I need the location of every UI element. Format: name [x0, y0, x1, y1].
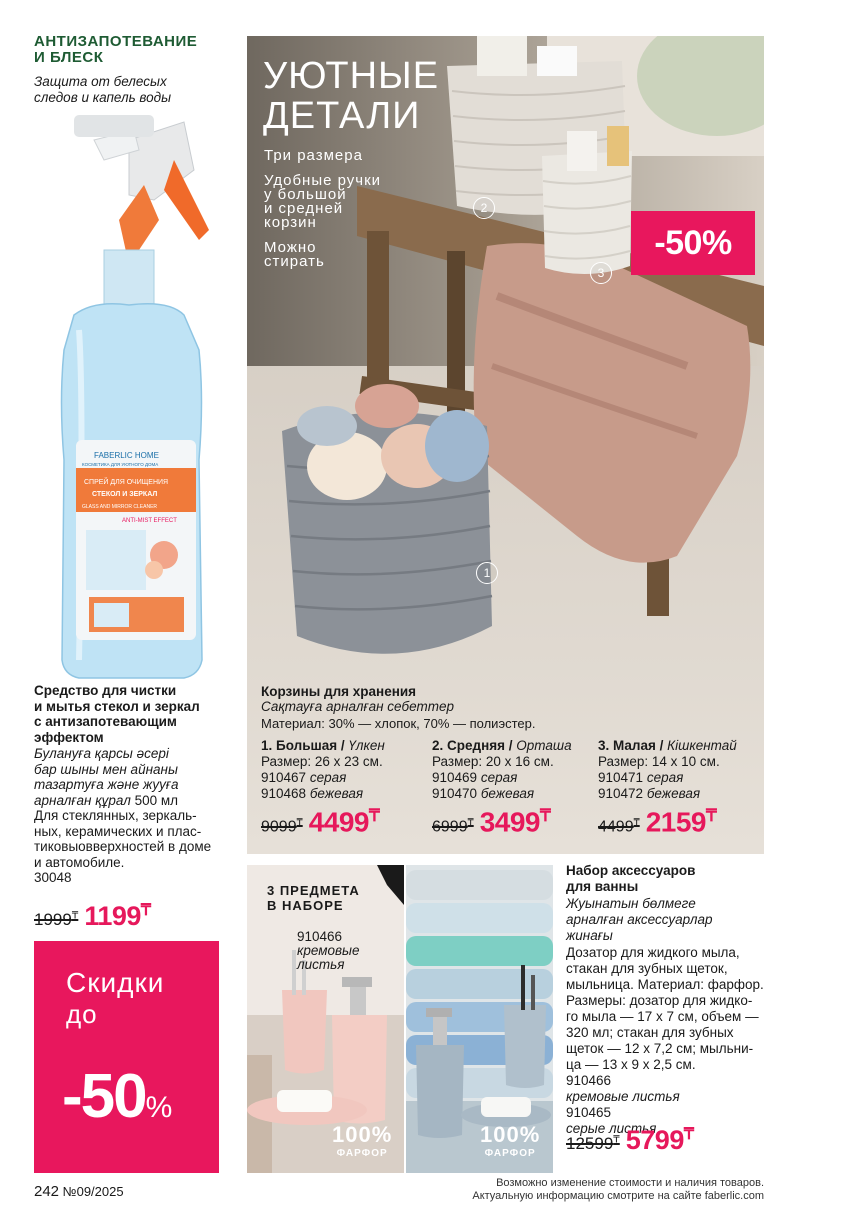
- bath-set-desc-line: го мыла — 17 x 7 см, объем —: [566, 1009, 759, 1024]
- baskets-material: Материал: 30% — хлопок, 70% — полиэстер.: [261, 716, 536, 731]
- size-price: [261, 806, 385, 838]
- basket-marker-3: 3: [590, 262, 612, 284]
- spray-kz-line: тазартуға және жууға: [34, 777, 179, 792]
- old-price: 6999₸: [432, 817, 474, 836]
- bath-set-info: [566, 863, 771, 1137]
- spray-subheading-line: следов и капель воды: [34, 90, 172, 105]
- hero-feature: Три размера: [264, 147, 363, 164]
- spray-heading-line: И БЛЕСК: [34, 49, 104, 66]
- set-badge-line: 3 ПРЕДМЕТА: [267, 883, 360, 898]
- hero-title-line: ДЕТАЛИ: [263, 95, 421, 137]
- bath-set-title-line: для ванны: [566, 879, 639, 894]
- spray-subheading-line: Защита от белесых: [34, 74, 167, 89]
- size-dimensions: Размер: 20 x 16 см.: [432, 754, 554, 769]
- bottle-brand-sub-text: КОСМЕТИКА ДЛЯ УЮТНОГО ДОМА: [82, 462, 159, 467]
- set-items-badge: [267, 883, 360, 913]
- bath-set-cream-photo: [247, 865, 404, 1173]
- size-title: 1. Большая / Үлкен: [261, 738, 385, 753]
- bottle-label-text: СТЕКОЛ И ЗЕРКАЛ: [92, 491, 158, 498]
- bath-set-title: [566, 863, 771, 895]
- photo-variant-name: кремовые: [297, 943, 360, 958]
- page-number: 242 №09/2025: [34, 1183, 124, 1200]
- bath-set-desc-line: стакан для зубных щеток,: [566, 961, 728, 976]
- sale-banner-percent: -50%: [62, 1062, 173, 1131]
- spray-kz-line: арналған құрал: [34, 792, 131, 808]
- footer-line: Возможно изменение стоимости и наличия товаров.: [496, 1177, 764, 1189]
- spray-heading-line: АНТИЗАПОТЕВАНИЕ: [34, 33, 198, 50]
- hero-features: [264, 149, 381, 280]
- baskets-title-kz: Сақтауға арналған себеттер: [261, 699, 454, 714]
- sale-banner-line1: Скидки: [66, 967, 165, 998]
- bath-set-title-kz: [566, 896, 771, 944]
- bath-set-desc-line: 320 мл; стакан для зубных: [566, 1025, 734, 1040]
- bath-set-old-price: 12599₸: [566, 1134, 620, 1153]
- size-option-medium: [432, 738, 572, 838]
- bath-set-title-line: Набор аксессуаров: [566, 863, 696, 878]
- basket-marker-2: 2: [473, 197, 495, 219]
- size-code: 910469 серая: [432, 770, 518, 785]
- spray-name-line: и мытья стекол и зеркал: [34, 698, 200, 714]
- size-dimensions: Размер: 26 x 23 см.: [261, 754, 383, 769]
- footer-line: Актуальную информацию смотрите на сайте faberlic.com: [472, 1190, 764, 1202]
- size-code: 910468 бежевая: [261, 786, 364, 801]
- old-price: 4499₸: [598, 817, 640, 836]
- variant-name: серые листья: [566, 1121, 657, 1136]
- bottle-brand-text: FABERLIC HOME: [94, 451, 159, 460]
- spray-usage-line: и автомобиле.: [34, 854, 125, 870]
- size-code: 910467 серая: [261, 770, 347, 785]
- size-title: 3. Малая / Кішкентай: [598, 738, 737, 753]
- size-title: 2. Средняя / Орташа: [432, 738, 572, 753]
- photo-variant-name: листья: [297, 957, 345, 972]
- size-price: [432, 806, 572, 838]
- porcelain-badge: [480, 1122, 540, 1159]
- bath-set-desc-line: мыльница. Материал: фарфор.: [566, 977, 764, 992]
- size-price: [598, 806, 737, 838]
- old-price: 9099₸: [261, 817, 303, 836]
- porcelain-value: 100%: [332, 1122, 393, 1147]
- spray-name-line: Средство для чистки: [34, 683, 177, 698]
- spray-usage: [34, 808, 234, 870]
- bottle-label-text: СПРЕЙ ДЛЯ ОЧИЩЕНИЯ: [84, 479, 169, 486]
- spray-bottle-image: [34, 100, 224, 685]
- spray-name-line: с антизапотевающим: [34, 714, 177, 729]
- porcelain-badge: [332, 1122, 392, 1159]
- bath-set-desc-line: Размеры: дозатор для жидко-: [566, 993, 753, 1008]
- size-code: 910471 серая: [598, 770, 684, 785]
- bath-set-kz-line: Жуынатын бөлмеге: [566, 896, 696, 911]
- bath-set-grey-photo: [406, 865, 553, 1173]
- spray-price: [34, 900, 151, 932]
- size-option-small: [598, 738, 737, 838]
- spray-name: [34, 683, 234, 745]
- spray-heading: [34, 34, 224, 66]
- hero-feature: Удобные ручки у большой и средней корзин: [264, 172, 382, 231]
- bath-set-new-price: 5799₸: [625, 1125, 694, 1155]
- spray-new-price: 1199₸: [84, 901, 151, 931]
- hero-feature: Можно стирать: [264, 239, 325, 270]
- bottle-label-text: GLASS AND MIRROR CLEANER: [82, 504, 158, 510]
- spray-description: [34, 683, 234, 886]
- variant-code: 910465: [566, 1105, 612, 1120]
- spray-name-line: эффектом: [34, 729, 104, 745]
- set-badge-line: В НАБОРЕ: [267, 898, 344, 913]
- spray-usage-line: Для стеклянных, зеркаль-: [34, 808, 197, 823]
- discount-badge: -50%: [631, 211, 755, 275]
- spray-volume: 500 мл: [134, 792, 179, 808]
- spray-usage-line: ных, керамических и плас-: [34, 823, 202, 839]
- spray-code: 30048: [34, 870, 72, 885]
- photo-variant-code: 910466: [297, 929, 343, 944]
- spray-old-price: 1999₸: [34, 910, 79, 929]
- footer-disclaimer: [472, 1177, 764, 1203]
- size-code: 910470 бежевая: [432, 786, 535, 801]
- variant-name: кремовые листья: [566, 1089, 680, 1104]
- porcelain-value: 100%: [480, 1122, 541, 1147]
- basket-marker-1: 1: [476, 562, 498, 584]
- bottle-label-text: ANTI-MIST EFFECT: [122, 518, 177, 524]
- bath-set-desc-line: ца — 13 x 9 x 2,5 см.: [566, 1057, 696, 1072]
- size-code: 910472 бежевая: [598, 786, 701, 801]
- size-dimensions: Размер: 14 x 10 см.: [598, 754, 720, 769]
- size-option-large: [261, 738, 385, 838]
- spray-kz-line: бар шыны мен айнаны: [34, 761, 178, 777]
- porcelain-label: ФАРФОР: [336, 1148, 388, 1159]
- baskets-title: Корзины для хранения: [261, 684, 417, 699]
- bath-set-description: [566, 945, 771, 1073]
- bath-set-kz-line: арналған аксессуарлар: [566, 912, 713, 927]
- bath-set-kz-line: жинағы: [566, 928, 613, 943]
- bath-set-desc-line: щеток — 12 x 7,2 см; мыльни-: [566, 1041, 754, 1056]
- spray-kz-line: Булануға қарсы әсері: [34, 746, 169, 761]
- bath-set-desc-line: Дозатор для жидкого мыла,: [566, 945, 740, 960]
- variant-code: 910466: [566, 1073, 612, 1088]
- sale-banner: [34, 941, 219, 1173]
- sale-banner-line2: до: [66, 999, 98, 1029]
- hero-title-line: УЮТНЫЕ: [263, 55, 440, 97]
- new-price: 3499₸: [479, 806, 551, 838]
- new-price: 4499₸: [308, 806, 380, 838]
- new-price: 2159₸: [645, 806, 717, 838]
- baskets-info: [261, 684, 761, 838]
- porcelain-label: ФАРФОР: [484, 1148, 536, 1159]
- bath-set-price: [566, 1124, 694, 1156]
- spray-header: [34, 34, 224, 106]
- hero-title: [263, 56, 439, 136]
- spray-name-kz: [34, 746, 234, 808]
- spray-usage-line: тиковыовверхностей в доме: [34, 839, 212, 854]
- photo-variant-caption: [297, 930, 360, 972]
- issue-number: №09/2025: [62, 1184, 124, 1199]
